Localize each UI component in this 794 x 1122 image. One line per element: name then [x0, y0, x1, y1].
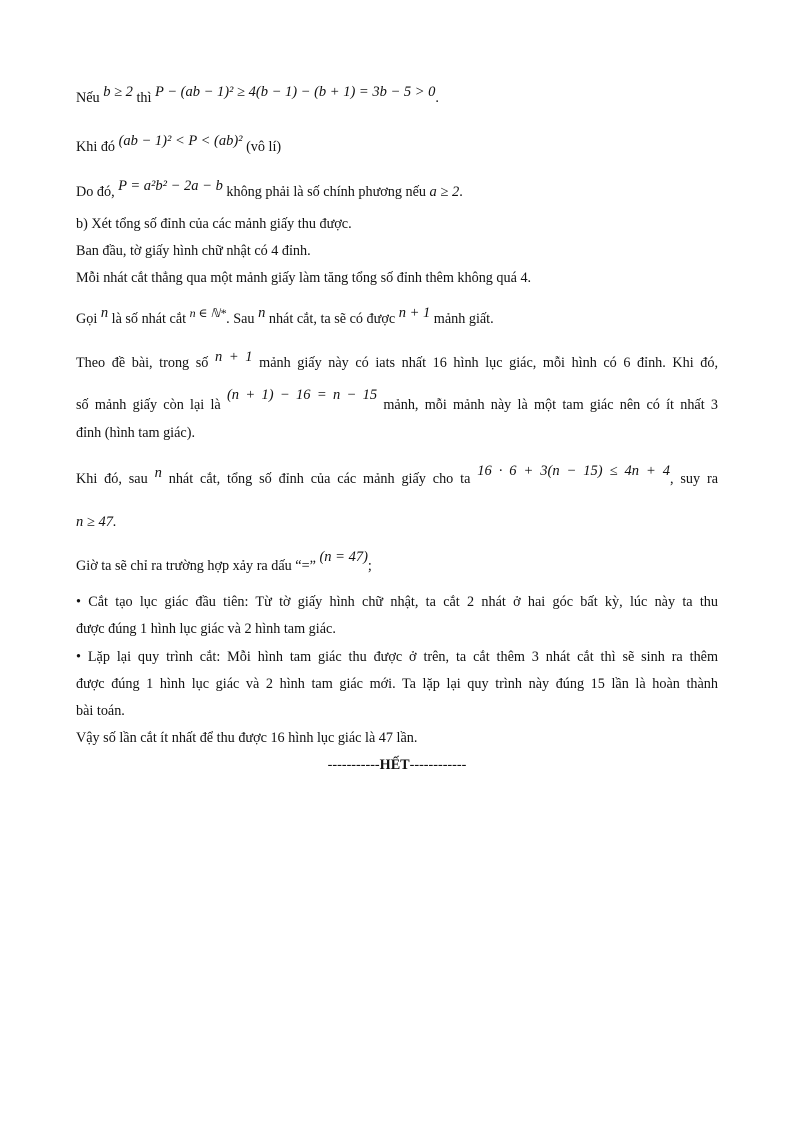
line-2 [76, 133, 282, 156]
end-word: HẾT [379, 757, 410, 773]
text: Gọi [76, 311, 98, 327]
line-9 [76, 387, 719, 414]
text: thì [136, 90, 152, 106]
text: ; [367, 558, 372, 574]
text: . [459, 184, 463, 200]
math-expression: b ≥ 2 [103, 84, 133, 100]
line-1 [76, 84, 439, 107]
math-expression: n [100, 305, 109, 321]
text: Khi đó, sau [76, 471, 148, 487]
text: Nếu [76, 90, 100, 106]
text: . Sau [226, 311, 255, 327]
text: số mảnh giấy còn lại là [76, 397, 221, 413]
text: . [435, 90, 439, 106]
line-7 [76, 305, 494, 328]
dashes: ------------ [409, 757, 467, 773]
math-expression: n [154, 465, 162, 481]
dashes: ----------- [327, 757, 380, 773]
text: mảnh giấy này có iats nhất 16 hình lục giác, mỗi hình có 6 đỉnh. Khi đó, [259, 355, 719, 371]
text: Khi đó [76, 139, 116, 155]
text: mảnh giất. [433, 311, 494, 327]
text: , suy ra [669, 471, 719, 487]
math-expression: (n = 47) [319, 549, 368, 565]
line-3 [76, 178, 463, 201]
text: mảnh, mỗi mảnh này là một tam giác nên có ít nhất 3 [383, 397, 719, 413]
line-6: Mỗi nhát cắt thẳng qua một mảnh giấy làm tăng tổng số đỉnh thêm không quá 4. [76, 270, 532, 286]
math-expression: n [258, 305, 266, 321]
math-expression: n + 1 [398, 305, 431, 321]
text: (vô lí) [246, 139, 282, 155]
end-marker [76, 757, 718, 774]
text: Giờ ta sẽ chỉ ra trường hợp xảy ra dấu “=” [76, 558, 316, 574]
math-expression: a ≥ 2 [429, 184, 460, 200]
line-12: n ≥ 47. [76, 514, 117, 530]
text: Do đó, [76, 184, 115, 200]
line-14: • Cắt tạo lục giác đầu tiên: Từ tờ giấy hình chữ nhật, ta cắt 2 nhát ở hai góc bất kỳ, lúc này ta thu [76, 594, 718, 610]
math-expression: n + 1 [214, 349, 253, 365]
line-10: đỉnh (hình tam giác). [76, 425, 195, 441]
text: Theo đề bài, trong số [76, 355, 209, 371]
line-8 [76, 349, 719, 372]
math-expression: n ∈ ℕ* [189, 306, 227, 320]
line-4: b) Xét tổng số đỉnh của các mảnh giấy thu được. [76, 216, 352, 232]
line-17: được đúng 1 hình lục giác và 2 hình tam giác mới. Ta lặp lại quy trình này đúng 15 lần là hoàn thành [76, 676, 718, 692]
math-expression: P − (ab − 1)² ≥ 4(b − 1) − (b + 1) = 3b − 5 > 0 [154, 84, 436, 100]
math-expression: (ab − 1)² < P < (ab)² [118, 133, 243, 149]
line-11 [76, 463, 719, 488]
line-5: Ban đầu, tờ giấy hình chữ nhật có 4 đỉnh. [76, 243, 311, 259]
line-18: bài toán. [76, 703, 125, 719]
line-15: được đúng 1 hình lục giác và 2 hình tam giác. [76, 621, 336, 637]
text: không phải là số chính phương nếu [226, 184, 426, 200]
math-expression: 16 · 6 + 3(n − 15) ≤ 4n + 4 [477, 463, 670, 479]
math-expression: P = a²b² − 2a − b [118, 178, 223, 194]
text: nhát cắt, tổng số đỉnh của các mảnh giấy cho ta [168, 471, 471, 487]
line-16: • Lặp lại quy trình cắt: Mỗi hình tam giác thu được ở trên, ta cắt thêm 3 nhát cắt thì sẽ sinh ra thêm [76, 649, 718, 665]
math-expression: (n + 1) − 16 = n − 15 [226, 387, 378, 403]
line-19: Vậy số lần cắt ít nhất để thu được 16 hình lục giác là 47 lần. [76, 730, 418, 746]
line-13 [76, 549, 372, 575]
text: là số nhát cắt [111, 311, 187, 327]
text: nhát cắt, ta sẽ có được [268, 311, 396, 327]
